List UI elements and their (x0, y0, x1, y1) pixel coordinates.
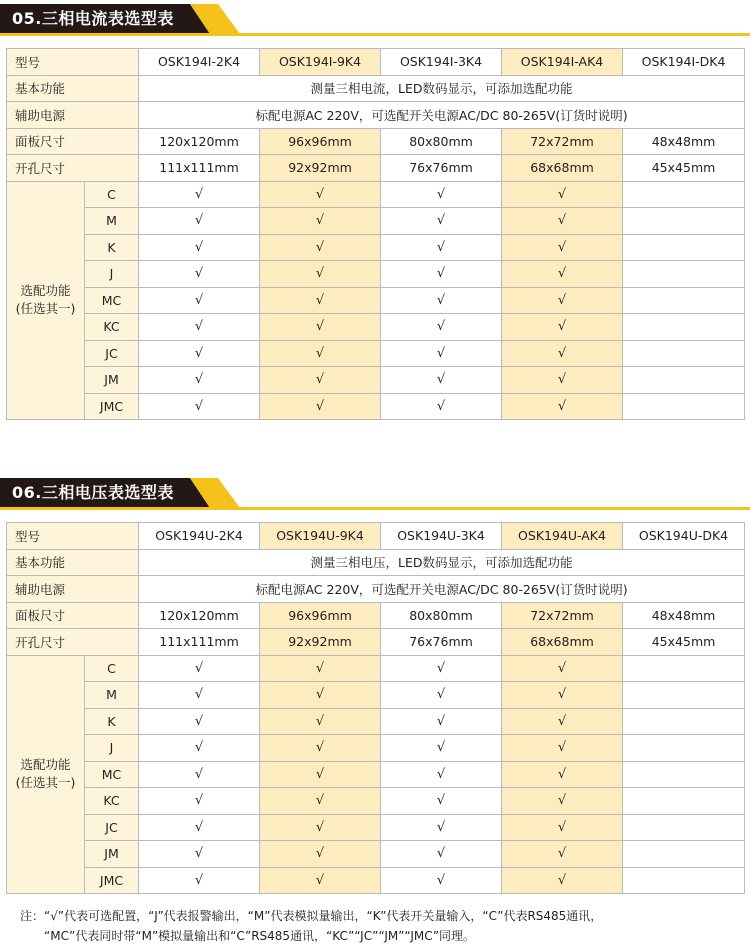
option-mark: √ (260, 367, 381, 394)
cutout-size-cell: 76x76mm (381, 155, 502, 182)
option-row (7, 655, 745, 682)
section-header-current (0, 4, 750, 36)
option-mark: √ (139, 788, 260, 815)
model-cell: OSK194I-DK4 (623, 49, 745, 76)
option-mark: √ (502, 735, 623, 762)
cutout-size-row (7, 629, 745, 656)
option-mark: √ (260, 761, 381, 788)
option-mark: √ (139, 181, 260, 208)
model-cell: OSK194I-9K4 (260, 49, 381, 76)
option-mark: √ (502, 314, 623, 341)
option-mark: √ (139, 708, 260, 735)
option-mark: √ (381, 655, 502, 682)
option-group-label (7, 181, 85, 420)
option-group-line: 选配功能 (20, 283, 71, 299)
option-mark (623, 682, 745, 709)
panel-size-cell: 120x120mm (139, 128, 260, 155)
option-mark: √ (381, 735, 502, 762)
model-row (7, 523, 745, 550)
option-mark: √ (381, 788, 502, 815)
panel-size-cell: 80x80mm (381, 128, 502, 155)
option-code: KC (85, 788, 139, 815)
option-mark (623, 841, 745, 868)
model-cell: OSK194I-3K4 (381, 49, 502, 76)
basic-function-row (7, 549, 745, 576)
option-mark: √ (381, 682, 502, 709)
option-mark: √ (139, 208, 260, 235)
panel-size-cell: 48x48mm (623, 602, 745, 629)
option-mark (623, 708, 745, 735)
model-cell: OSK194U-9K4 (260, 523, 381, 550)
option-row (7, 708, 745, 735)
footnote-line-1: 注：“√”代表可选配置，“J”代表报警输出，“M”代表模拟量输出，“K”代表开关量输入，“C”代表RS485通讯， (20, 909, 603, 923)
option-code: KC (85, 314, 139, 341)
option-mark (623, 655, 745, 682)
option-mark: √ (502, 287, 623, 314)
cutout-size-cell: 68x68mm (502, 629, 623, 656)
cutout-size-cell: 111x111mm (139, 629, 260, 656)
option-mark (623, 340, 745, 367)
option-row (7, 788, 745, 815)
aux-power-value: 标配电源AC 220V，可选配开关电源AC/DC 80-265V(订货时说明) (139, 102, 745, 129)
option-mark (623, 814, 745, 841)
panel-size-cell: 80x80mm (381, 602, 502, 629)
option-group-line: 选配功能 (20, 757, 71, 773)
model-cell: OSK194U-DK4 (623, 523, 745, 550)
option-mark: √ (381, 367, 502, 394)
option-mark: √ (139, 314, 260, 341)
option-mark: √ (260, 314, 381, 341)
option-code: JM (85, 367, 139, 394)
option-mark: √ (260, 655, 381, 682)
model-cell: OSK194U-3K4 (381, 523, 502, 550)
option-mark: √ (260, 181, 381, 208)
option-mark: √ (381, 708, 502, 735)
option-mark: √ (502, 841, 623, 868)
option-mark: √ (502, 788, 623, 815)
panel-size-row (7, 602, 745, 629)
option-mark: √ (260, 234, 381, 261)
option-row (7, 181, 745, 208)
option-mark: √ (260, 208, 381, 235)
option-mark (623, 181, 745, 208)
option-group-label (7, 655, 85, 894)
row-label-cutout: 开孔尺寸 (7, 629, 139, 656)
option-mark: √ (260, 287, 381, 314)
option-code: M (85, 208, 139, 235)
option-row (7, 735, 745, 762)
option-code: MC (85, 761, 139, 788)
option-mark: √ (381, 208, 502, 235)
option-row (7, 841, 745, 868)
option-mark: √ (260, 682, 381, 709)
basic-function-row (7, 75, 745, 102)
option-code: JC (85, 814, 139, 841)
option-mark: √ (139, 841, 260, 868)
option-mark: √ (139, 867, 260, 894)
option-mark: √ (502, 761, 623, 788)
option-mark: √ (260, 788, 381, 815)
panel-size-cell: 96x96mm (260, 128, 381, 155)
option-mark: √ (502, 181, 623, 208)
option-row (7, 814, 745, 841)
option-mark: √ (381, 261, 502, 288)
panel-size-cell: 48x48mm (623, 128, 745, 155)
option-mark: √ (139, 393, 260, 420)
option-mark: √ (260, 841, 381, 868)
option-mark: √ (381, 841, 502, 868)
option-row (7, 867, 745, 894)
option-mark: √ (502, 814, 623, 841)
option-code: C (85, 181, 139, 208)
option-mark: √ (502, 367, 623, 394)
option-mark (623, 208, 745, 235)
option-mark: √ (502, 867, 623, 894)
option-mark: √ (139, 735, 260, 762)
option-mark (623, 314, 745, 341)
cutout-size-row (7, 155, 745, 182)
cutout-size-cell: 45x45mm (623, 155, 745, 182)
basic-function-value: 测量三相电压，LED数码显示，可添加选配功能 (139, 549, 745, 576)
option-mark (623, 393, 745, 420)
panel-size-cell: 96x96mm (260, 602, 381, 629)
option-row (7, 261, 745, 288)
panel-size-cell: 120x120mm (139, 602, 260, 629)
option-mark: √ (260, 735, 381, 762)
option-code: JM (85, 841, 139, 868)
option-mark: √ (502, 708, 623, 735)
option-code: C (85, 655, 139, 682)
aux-power-row (7, 576, 745, 603)
row-label-model: 型号 (7, 523, 139, 550)
row-label-basic: 基本功能 (7, 549, 139, 576)
option-row (7, 682, 745, 709)
option-mark (623, 234, 745, 261)
model-cell: OSK194I-2K4 (139, 49, 260, 76)
option-mark: √ (260, 340, 381, 367)
section-header-voltage (0, 478, 750, 510)
option-row (7, 393, 745, 420)
option-mark: √ (381, 393, 502, 420)
option-mark: √ (260, 708, 381, 735)
option-mark (623, 367, 745, 394)
option-mark: √ (502, 340, 623, 367)
option-mark: √ (139, 761, 260, 788)
option-mark: √ (502, 655, 623, 682)
option-mark: √ (381, 867, 502, 894)
option-mark: √ (139, 682, 260, 709)
basic-function-value: 测量三相电流，LED数码显示，可添加选配功能 (139, 75, 745, 102)
option-mark: √ (502, 208, 623, 235)
panel-size-cell: 72x72mm (502, 128, 623, 155)
aux-power-value: 标配电源AC 220V，可选配开关电源AC/DC 80-265V(订货时说明) (139, 576, 745, 603)
option-mark: √ (502, 234, 623, 261)
option-mark (623, 788, 745, 815)
voltage-meter-selection-table (6, 522, 745, 894)
option-mark: √ (381, 287, 502, 314)
option-mark: √ (502, 393, 623, 420)
option-mark: √ (139, 287, 260, 314)
model-row (7, 49, 745, 76)
row-label-basic: 基本功能 (7, 75, 139, 102)
row-label-model: 型号 (7, 49, 139, 76)
option-mark: √ (381, 314, 502, 341)
option-row (7, 208, 745, 235)
model-cell: OSK194U-AK4 (502, 523, 623, 550)
header-rule (0, 507, 750, 510)
cutout-size-cell: 92x92mm (260, 629, 381, 656)
option-mark: √ (260, 261, 381, 288)
option-row (7, 367, 745, 394)
row-label-panel: 面板尺寸 (7, 128, 139, 155)
panel-size-cell: 72x72mm (502, 602, 623, 629)
option-code: K (85, 708, 139, 735)
option-code: MC (85, 287, 139, 314)
model-cell: OSK194U-2K4 (139, 523, 260, 550)
aux-power-row (7, 102, 745, 129)
option-group-line: (任选其一) (15, 301, 76, 317)
option-row (7, 314, 745, 341)
option-mark: √ (502, 261, 623, 288)
option-mark (623, 761, 745, 788)
row-label-cutout: 开孔尺寸 (7, 155, 139, 182)
option-mark: √ (260, 867, 381, 894)
option-mark: √ (381, 340, 502, 367)
option-row (7, 287, 745, 314)
option-mark: √ (139, 261, 260, 288)
footnote (20, 906, 740, 946)
option-mark: √ (381, 234, 502, 261)
cutout-size-cell: 76x76mm (381, 629, 502, 656)
option-mark: √ (139, 655, 260, 682)
row-label-panel: 面板尺寸 (7, 602, 139, 629)
option-mark (623, 261, 745, 288)
option-mark: √ (260, 814, 381, 841)
option-code: J (85, 735, 139, 762)
panel-size-row (7, 128, 745, 155)
option-mark (623, 735, 745, 762)
cutout-size-cell: 92x92mm (260, 155, 381, 182)
option-group-line: (任选其一) (15, 775, 76, 791)
current-meter-selection-table (6, 48, 745, 420)
cutout-size-cell: 111x111mm (139, 155, 260, 182)
option-code: JMC (85, 393, 139, 420)
option-code: J (85, 261, 139, 288)
option-code: M (85, 682, 139, 709)
option-mark: √ (381, 761, 502, 788)
cutout-size-cell: 68x68mm (502, 155, 623, 182)
option-row (7, 234, 745, 261)
option-mark: √ (502, 682, 623, 709)
option-mark (623, 867, 745, 894)
section-title: 06.三相电压表选型表 (12, 483, 174, 502)
option-mark: √ (381, 814, 502, 841)
option-mark: √ (139, 234, 260, 261)
footnote-line-2: “MC”代表同时带“M”模拟量输出和“C”RS485通讯，“KC”“JC”“JM”“JMC”同理。 (44, 929, 476, 943)
option-row (7, 340, 745, 367)
option-code: JC (85, 340, 139, 367)
section-title: 05.三相电流表选型表 (12, 9, 174, 28)
option-mark: √ (139, 367, 260, 394)
option-mark: √ (139, 340, 260, 367)
option-code: JMC (85, 867, 139, 894)
option-row (7, 761, 745, 788)
model-cell: OSK194I-AK4 (502, 49, 623, 76)
option-mark: √ (260, 393, 381, 420)
row-label-aux: 辅助电源 (7, 102, 139, 129)
row-label-aux: 辅助电源 (7, 576, 139, 603)
cutout-size-cell: 45x45mm (623, 629, 745, 656)
option-mark: √ (381, 181, 502, 208)
option-code: K (85, 234, 139, 261)
option-mark (623, 287, 745, 314)
option-mark: √ (139, 814, 260, 841)
header-rule (0, 33, 750, 36)
